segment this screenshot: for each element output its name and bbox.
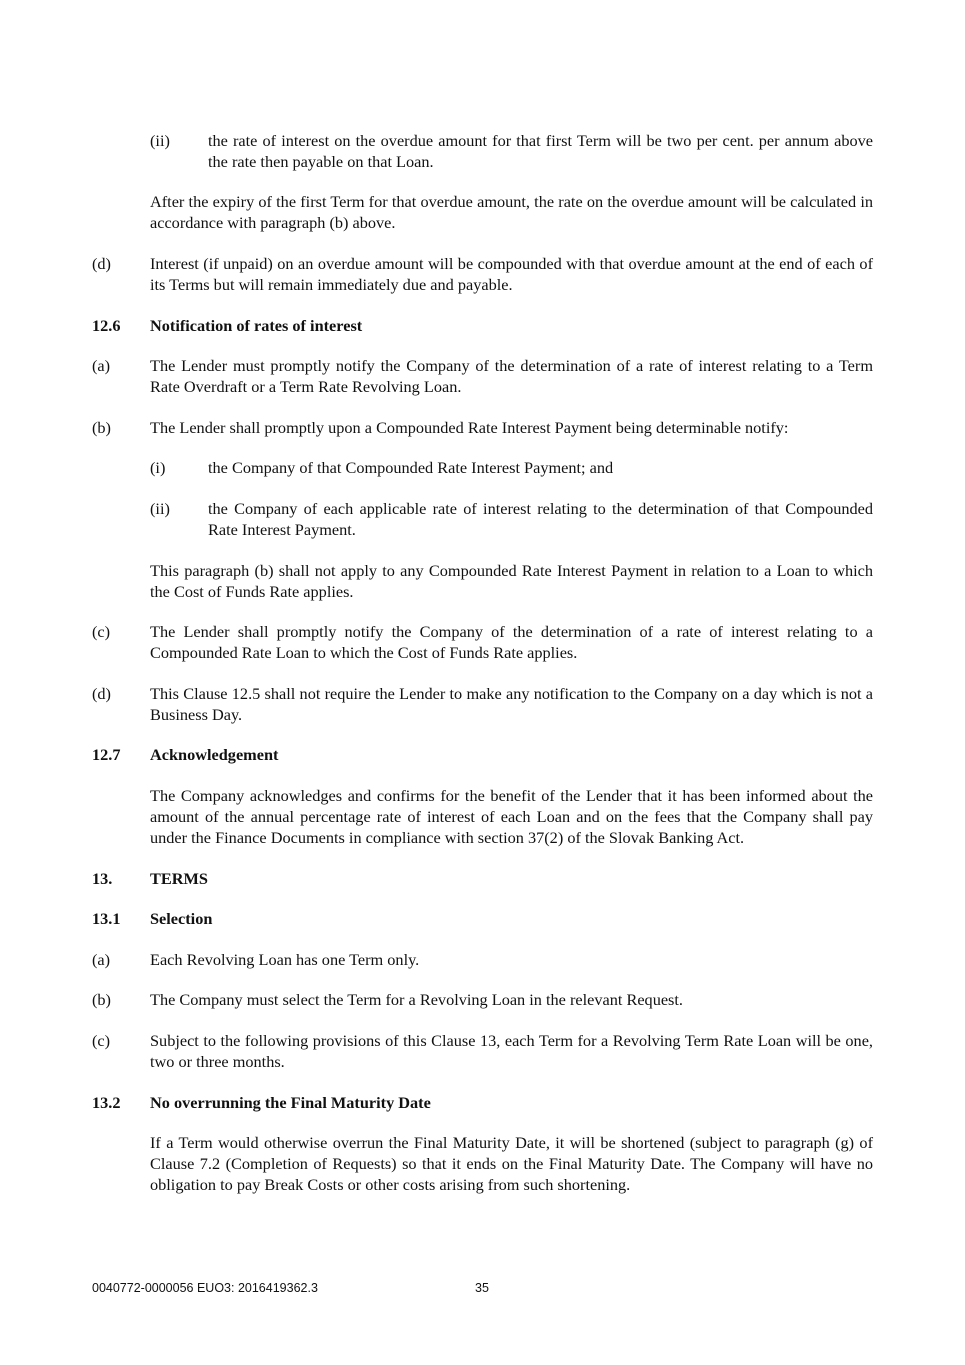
page-number: 35 bbox=[475, 1281, 489, 1295]
item-label: (c) bbox=[92, 1031, 111, 1050]
item-text: the Company of that Compounded Rate Interest Payment; and bbox=[208, 458, 614, 477]
heading-title: Selection bbox=[150, 909, 213, 928]
heading-title: TERMS bbox=[150, 869, 208, 888]
item-text: the rate of interest on the overdue amount for that first Term will be two per cent. per annum above the rate then payable on that Loan. bbox=[208, 131, 873, 171]
item-text: The Company must select the Term for a Revolving Loan in the relevant Request. bbox=[150, 990, 683, 1009]
heading-number: 13.2 bbox=[92, 1093, 121, 1112]
item-label: (d) bbox=[92, 684, 111, 703]
item-label: (ii) bbox=[150, 131, 170, 150]
item-label: (c) bbox=[92, 622, 111, 641]
item-text: Each Revolving Loan has one Term only. bbox=[150, 950, 420, 969]
footer-doc-ref: 0040772-0000056 EUO3: 2016419362.3 bbox=[92, 1281, 318, 1295]
item-label: (a) bbox=[92, 356, 111, 375]
item-label: (ii) bbox=[150, 499, 170, 518]
item-text: This Clause 12.5 shall not require the Lender to make any notification to the Company on a day which is not a Business Day. bbox=[150, 684, 873, 724]
item-label: (b) bbox=[92, 418, 111, 437]
heading-number: 13. bbox=[92, 869, 113, 888]
heading-number: 12.7 bbox=[92, 745, 121, 764]
item-text: The Lender shall promptly upon a Compounded Rate Interest Payment being determinable notify: bbox=[150, 418, 789, 437]
item-label: (b) bbox=[92, 990, 111, 1009]
paragraph: If a Term would otherwise overrun the Final Maturity Date, it will be shortened (subject to paragraph (g) of Clause 7.2 (Completion of Requests) so that it ends on the Final Maturity Date. The Company will have no obligation to pay Break Costs or other costs arising from such shortening. bbox=[150, 1133, 873, 1194]
paragraph: This paragraph (b) shall not apply to any Compounded Rate Interest Payment in relation to a Loan to which the Cost of Funds Rate applies. bbox=[150, 561, 873, 601]
item-text: the Company of each applicable rate of interest relating to the determination of that Compounded Rate Interest Payment. bbox=[208, 499, 873, 539]
item-label: (a) bbox=[92, 950, 111, 969]
heading-title: No overrunning the Final Maturity Date bbox=[150, 1093, 431, 1112]
paragraph: The Company acknowledges and confirms for the benefit of the Lender that it has been informed about the amount of the annual percentage rate of interest of each Loan and on the fees that the Company shall pay under the Finance Documents in compliance with section 37(2) of the Slovak Banking Act. bbox=[150, 786, 873, 847]
item-text: Subject to the following provisions of this Clause 13, each Term for a Revolving Term Rate Loan will be one, two or three months. bbox=[150, 1031, 873, 1071]
heading-title: Acknowledgement bbox=[150, 745, 279, 764]
heading-number: 12.6 bbox=[92, 316, 121, 335]
item-label: (i) bbox=[150, 458, 166, 477]
item-text: The Lender shall promptly notify the Company of the determination of a rate of interest relating to a Compounded Rate Loan to which the Cost of Funds Rate applies. bbox=[150, 622, 873, 662]
heading-number: 13.1 bbox=[92, 909, 121, 928]
heading-title: Notification of rates of interest bbox=[150, 316, 363, 335]
item-text: The Lender must promptly notify the Company of the determination of a rate of interest relating to a Term Rate Overdraft or a Term Rate Revolving Loan. bbox=[150, 356, 873, 396]
paragraph: After the expiry of the first Term for that overdue amount, the rate on the overdue amount will be calculated in accordance with paragraph (b) above. bbox=[150, 192, 873, 232]
item-text: Interest (if unpaid) on an overdue amount will be compounded with that overdue amount at the end of each of its Terms but will remain immediately due and payable. bbox=[150, 254, 873, 294]
item-label: (d) bbox=[92, 254, 111, 273]
